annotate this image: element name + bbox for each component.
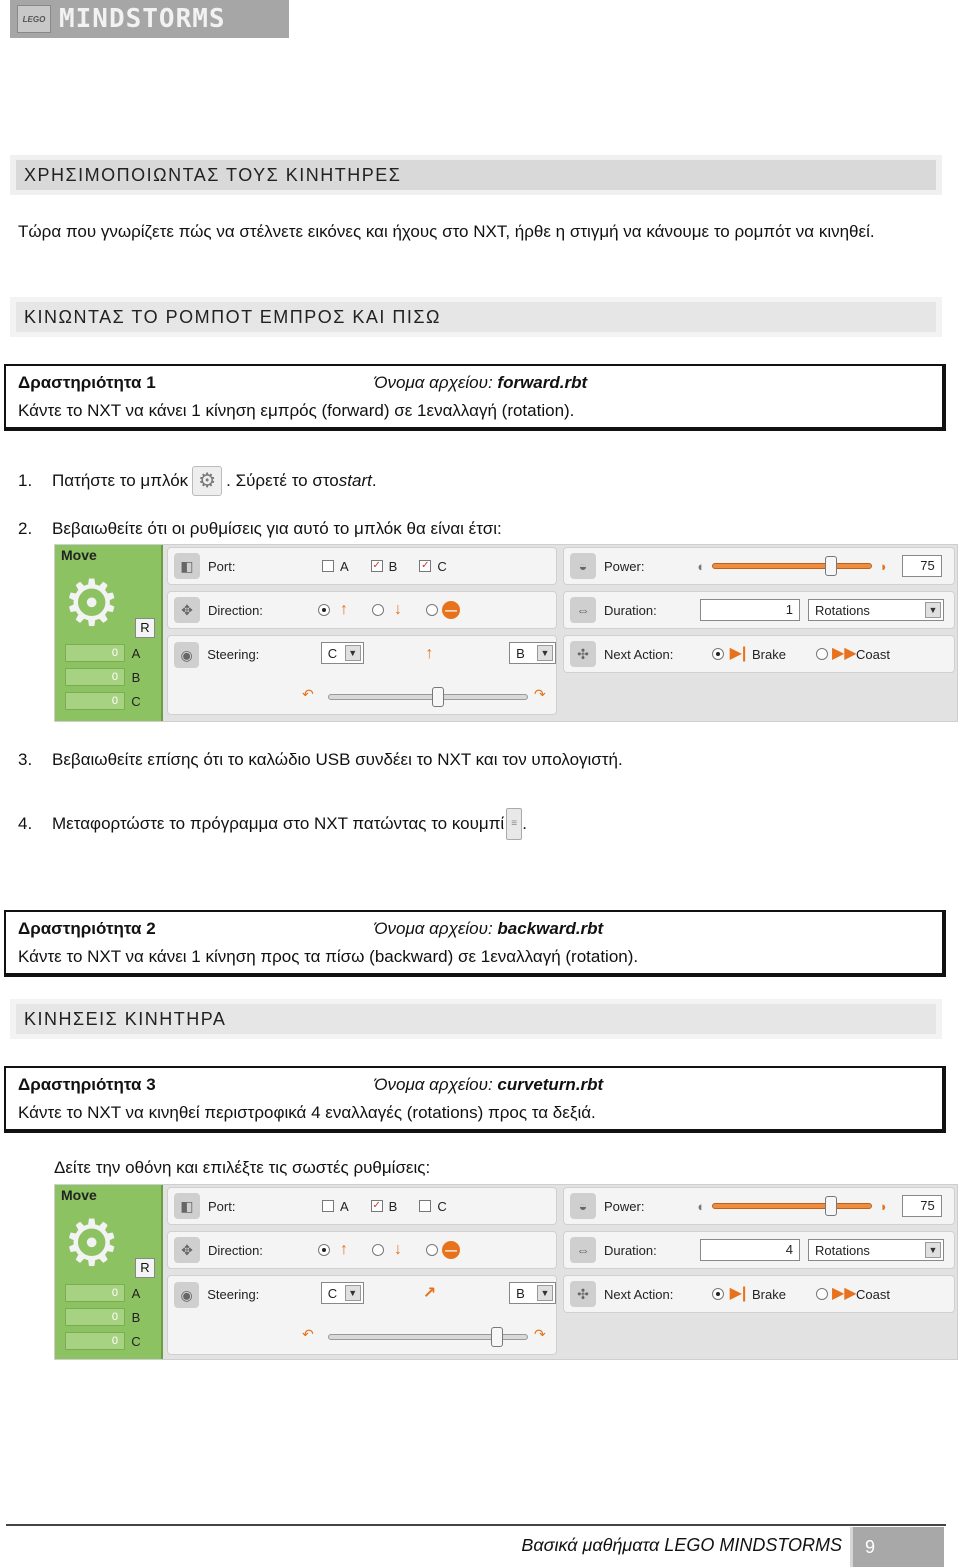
- activity-title: Δραστηριότητα 2: [18, 919, 156, 938]
- steering-icon: ◉: [174, 1282, 199, 1308]
- port-row: ◧ Port: A ✓ B C: [167, 1187, 557, 1225]
- logo-wordmark: MINDSTORMS: [59, 4, 226, 34]
- power-icon: ◒: [570, 553, 596, 579]
- direction-stop-radio[interactable]: [426, 604, 438, 616]
- direction-icon: ✥: [174, 1237, 200, 1263]
- arrow-up-icon: ↑: [340, 1241, 348, 1258]
- direction-icon: ✥: [174, 597, 200, 623]
- gears-icon: ⚙: [63, 1207, 121, 1279]
- port-icon: ◧: [174, 1193, 200, 1219]
- brake-radio[interactable]: [712, 648, 724, 660]
- intro-paragraph: Τώρα που γνωρίζετε πώς να στέλνετε εικόνες και ήχους στο NXT, ήρθε η στιγμή να κάνουμε το ρομπότ να κινηθεί.: [18, 222, 875, 241]
- coast-radio[interactable]: [816, 1288, 828, 1300]
- brake-icon: ▶|: [729, 645, 747, 662]
- next-action-row: ✣ Next Action: ▶| Brake ▶▶ Coast: [563, 1275, 955, 1313]
- activity-box-2: [4, 910, 946, 977]
- steering-row: ◉ Steering: C ▼ ↗ B ▼ ↶ ↷: [167, 1275, 557, 1355]
- power-high-icon: ◗: [879, 558, 888, 574]
- direction-backward-radio[interactable]: [372, 604, 384, 616]
- port-c-checkbox[interactable]: [419, 1200, 431, 1212]
- power-row: ◒ Power: ◖ ◗ 75: [563, 1187, 955, 1225]
- steering-slider-thumb[interactable]: [491, 1327, 503, 1347]
- steering-right-select[interactable]: B ▼: [509, 1282, 556, 1304]
- duration-unit-select[interactable]: Rotations ▼: [808, 1239, 944, 1261]
- gears-icon: ⚙: [63, 567, 121, 639]
- activity-title: Δραστηριότητα 1: [18, 373, 156, 392]
- power-input[interactable]: 75: [902, 1195, 942, 1217]
- power-input[interactable]: 75: [902, 555, 942, 577]
- steering-right-select[interactable]: B ▼: [509, 642, 556, 664]
- move-block-settings-panel: [54, 544, 958, 722]
- move-block-settings-panel-2: [54, 1184, 958, 1360]
- footer-divider: [6, 1524, 946, 1526]
- port-a-checkbox[interactable]: [322, 560, 334, 572]
- duration-row: ⇔ Duration: 4 Rotations ▼: [563, 1231, 955, 1269]
- duration-unit-select[interactable]: Rotations ▼: [808, 599, 944, 621]
- step-2: 2. Βεβαιωθείτε ότι οι ρυθμίσεις για αυτό το μπλόκ θα είναι έτσι:: [18, 519, 502, 538]
- power-high-icon: ◗: [879, 1198, 888, 1214]
- power-low-icon: ◖: [696, 558, 704, 574]
- port-b-checkbox[interactable]: ✓: [372, 1200, 381, 1211]
- page-footer: [0, 1527, 946, 1567]
- arrow-down-icon: ↓: [394, 1241, 402, 1258]
- power-slider-thumb[interactable]: [825, 556, 837, 576]
- steer-left-icon: ↶: [302, 686, 314, 702]
- steering-row: ◉ Steering: C ▼ ↑ B ▼ ↶ ↷: [167, 635, 557, 715]
- activity-description: Κάντε το NXT να κάνει 1 κίνηση εμπρός (forward) σε 1εναλλαγή (rotation).: [18, 401, 575, 420]
- power-icon: ◒: [570, 1193, 596, 1219]
- file-name-label: Όνομα αρχείου: backward.rbt: [374, 919, 604, 938]
- step-4: 4. Μεταφορτώστε το πρόγραμμα στο NXT πατώντας το κουμπί ≡ .: [18, 808, 527, 840]
- move-block-feedback: Move ⚙ R 0 A 0 B 0 C: [55, 545, 163, 721]
- lego-brick-icon: LEGO: [17, 5, 51, 33]
- instruction-3: Δείτε την οθόνη και επιλέξτε τις σωστές ρυθμίσεις:: [54, 1158, 431, 1177]
- duration-icon: ⇔: [570, 1237, 596, 1263]
- coast-radio[interactable]: [816, 648, 828, 660]
- direction-stop-radio[interactable]: [426, 1244, 438, 1256]
- stop-icon: —: [442, 601, 460, 619]
- steer-right-icon: ↷: [534, 686, 546, 702]
- activity-box-1: [4, 364, 946, 431]
- file-name-label: Όνομα αρχείου: forward.rbt: [374, 373, 588, 392]
- steering-arrow-up-icon: ↑: [425, 645, 434, 662]
- steering-left-select[interactable]: C ▼: [321, 1282, 364, 1304]
- port-row: ◧ Port: A ✓ B ✓ C: [167, 547, 557, 585]
- activity-title: Δραστηριότητα 3: [18, 1075, 156, 1094]
- duration-input[interactable]: 4: [700, 1239, 800, 1261]
- step-1: 1. Πατήστε το μπλόκ ⚙ . Σύρετέ το στο start .: [18, 466, 377, 496]
- move-block-gear-icon[interactable]: ⚙: [192, 466, 222, 496]
- direction-row: ✥ Direction: ↑ ↓ —: [167, 591, 557, 629]
- power-slider[interactable]: [712, 563, 872, 569]
- power-low-icon: ◖: [696, 1198, 704, 1214]
- power-slider-thumb[interactable]: [825, 1196, 837, 1216]
- power-slider[interactable]: [712, 1203, 872, 1209]
- move-block-feedback: Move ⚙ R 0 A 0 B 0 C: [55, 1185, 163, 1359]
- direction-backward-radio[interactable]: [372, 1244, 384, 1256]
- port-a-checkbox[interactable]: [322, 1200, 334, 1212]
- footer-title: Βασικά μαθήματα LEGO MINDSTORMS: [521, 1535, 842, 1555]
- duration-icon: ⇔: [570, 597, 596, 623]
- steer-right-icon: ↷: [534, 1326, 546, 1342]
- brake-radio[interactable]: [712, 1288, 724, 1300]
- duration-input[interactable]: 1: [700, 599, 800, 621]
- coast-icon: ▶▶: [831, 1285, 857, 1302]
- download-button-icon[interactable]: ≡: [506, 808, 522, 840]
- port-c-checkbox[interactable]: ✓: [421, 560, 430, 571]
- port-b-checkbox[interactable]: ✓: [372, 560, 381, 571]
- lego-mindstorms-logo: [10, 0, 289, 38]
- arrow-down-icon: ↓: [394, 601, 402, 618]
- activity-description: Κάντε το NXT να κινηθεί περιστροφικά 4 εναλλαγές (rotations) προς τα δεξιά.: [18, 1103, 596, 1122]
- section-heading-forward-back: ΚΙΝΩΝΤΑΣ ΤΟ ΡΟΜΠΟΤ ΕΜΠΡΟΣ ΚΑΙ ΠΙΣΩ: [10, 297, 942, 337]
- next-action-icon: ✣: [570, 1281, 596, 1307]
- stop-icon: —: [442, 1241, 460, 1259]
- step-3: 3. Βεβαιωθείτε επίσης ότι το καλώδιο USB συνδέει το NXT και τον υπολογιστή.: [18, 750, 623, 769]
- port-icon: ◧: [174, 553, 200, 579]
- next-action-row: ✣ Next Action: ▶| Brake ▶▶ Coast: [563, 635, 955, 673]
- coast-icon: ▶▶: [831, 645, 857, 662]
- steering-slider[interactable]: [328, 694, 528, 700]
- steering-slider[interactable]: [328, 1334, 528, 1340]
- direction-row: ✥ Direction: ↑ ↓ —: [167, 1231, 557, 1269]
- power-row: ◒ Power: ◖ ◗ 75: [563, 547, 955, 585]
- activity-box-3: [4, 1066, 946, 1133]
- duration-row: ⇔ Duration: 1 Rotations ▼: [563, 591, 955, 629]
- page-number: 9: [850, 1527, 944, 1567]
- direction-forward-radio[interactable]: [318, 1244, 330, 1256]
- steering-icon: ◉: [174, 642, 199, 668]
- file-name-label: Όνομα αρχείου: curveturn.rbt: [374, 1075, 604, 1094]
- section-heading-motor-moves: ΚΙΝΗΣΕΙΣ ΚΙΝΗΤΗΡΑ: [10, 999, 942, 1039]
- section-heading-motors: ΧΡΗΣΙΜΟΠΟΙΩΝΤΑΣ ΤΟΥΣ ΚΙΝΗΤΗΡΕΣ: [10, 155, 942, 195]
- direction-forward-radio[interactable]: [318, 604, 330, 616]
- steering-curve-right-icon: ↗: [422, 1285, 437, 1302]
- arrow-up-icon: ↑: [340, 601, 348, 618]
- activity-description: Κάντε το NXT να κάνει 1 κίνηση προς τα πίσω (backward) σε 1εναλλαγή (rotation).: [18, 947, 639, 966]
- steering-slider-thumb[interactable]: [432, 687, 444, 707]
- steer-left-icon: ↶: [302, 1326, 314, 1342]
- brake-icon: ▶|: [729, 1285, 747, 1302]
- steering-left-select[interactable]: C ▼: [321, 642, 364, 664]
- next-action-icon: ✣: [570, 641, 596, 667]
